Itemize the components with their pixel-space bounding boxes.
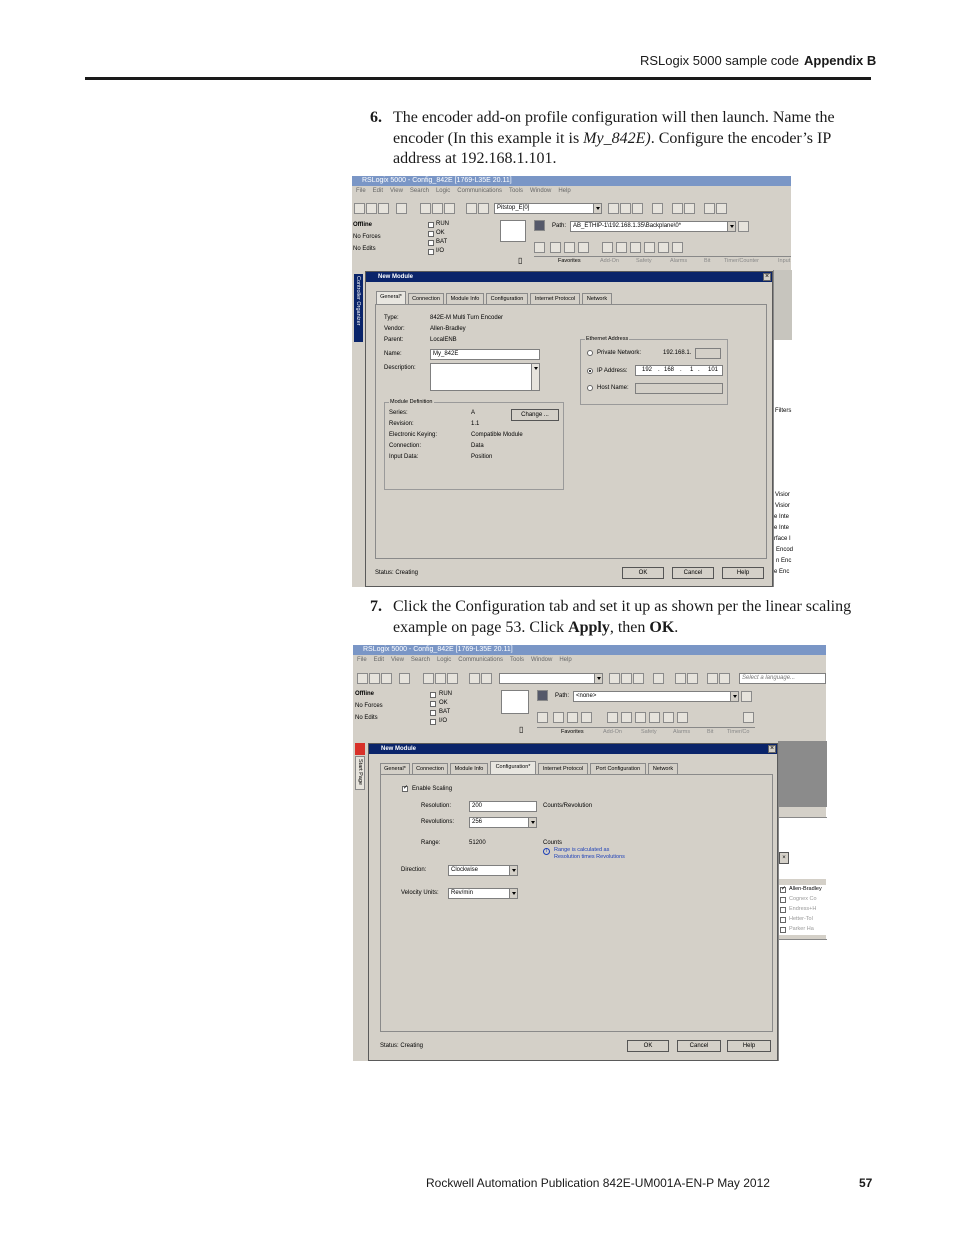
step-text-bold: Apply [568, 618, 610, 636]
direction-label: Direction: [401, 867, 427, 873]
chevron-down-icon[interactable] [593, 204, 601, 213]
palette-tab-addon[interactable]: Add-On [603, 729, 622, 735]
private-network-value: 192.168.1. [663, 350, 692, 356]
dialog-title: New Module [366, 272, 772, 282]
revolutions-value: 256 [472, 819, 483, 825]
palette-tabs [537, 727, 755, 737]
ons-icon[interactable] [672, 242, 683, 253]
step-text-part: , then [609, 618, 650, 636]
ok-check [430, 701, 436, 707]
menu-logic[interactable]: Logic [436, 657, 452, 663]
routine-dropdown-value: Pitstop_E[0] [497, 205, 530, 211]
ok-check [428, 231, 434, 237]
find-icon[interactable] [672, 203, 683, 214]
right-panel-item: rface I [774, 536, 791, 542]
right-panel-item: Visior [775, 492, 790, 498]
palette-tab-timer[interactable]: Timer/Counter [724, 258, 759, 264]
branch-level-icon[interactable] [578, 242, 589, 253]
ons-icon[interactable] [677, 712, 688, 723]
vendor-item: Endress+H [789, 906, 817, 912]
vendor-list [779, 885, 827, 935]
start-page-icon[interactable] [355, 743, 365, 755]
zoom-out-icon[interactable] [716, 203, 727, 214]
keying-label: Electronic Keying: [389, 432, 438, 438]
ip-address-radio[interactable] [587, 368, 593, 374]
status-forces: No Forces [353, 234, 381, 240]
header-rule [85, 77, 871, 80]
close-icon[interactable]: × [769, 745, 775, 752]
bat-label: BAT [439, 709, 451, 715]
input-data-value: Position [471, 454, 493, 460]
resolution-unit: Counts/Revolution [543, 803, 593, 809]
description-label: Description: [384, 365, 416, 371]
who-active-icon[interactable] [738, 221, 749, 232]
verify-icon[interactable] [609, 673, 620, 684]
general-panel [375, 304, 767, 559]
right-panel-item: Visior [775, 503, 790, 509]
ip-octet-4: 101 [708, 367, 719, 373]
io-check [430, 719, 436, 725]
tab-network[interactable]: Network [648, 763, 678, 774]
module-definition-group [384, 399, 564, 490]
step-number: 6. [370, 109, 382, 126]
otu-icon[interactable] [663, 712, 674, 723]
run-check [430, 692, 436, 698]
find-next-icon[interactable] [684, 203, 695, 214]
vendor-check[interactable] [780, 927, 786, 933]
path-dropdown[interactable] [570, 221, 736, 232]
xic-icon[interactable] [602, 242, 613, 253]
resolution-input[interactable]: 200 [469, 801, 537, 812]
right-panel-lower [779, 939, 827, 1061]
zoom-in-icon[interactable] [707, 673, 718, 684]
menu-help[interactable]: Help [559, 657, 572, 663]
key-switch-icon [501, 690, 529, 714]
help-button[interactable]: Help [722, 567, 764, 579]
palette-tab-alarms[interactable]: Alarms [670, 258, 688, 264]
menu-file[interactable]: File [357, 657, 367, 663]
save-icon[interactable] [378, 203, 389, 214]
palette-tab-favorites[interactable]: Favorites [558, 258, 581, 264]
tab-module-info[interactable]: Module Info [446, 293, 484, 304]
ip-address-label: IP Address: [597, 368, 628, 374]
start-page-label: Start Page [357, 759, 363, 785]
browse-icon[interactable] [633, 673, 644, 684]
menu-edit[interactable]: Edit [373, 657, 385, 663]
chevron-down-icon[interactable] [509, 889, 517, 898]
io-check [428, 249, 434, 255]
series-value: A [471, 410, 476, 416]
window-title: RSLogix 5000 - Config_842E [1769-L35E 20.11] [352, 176, 791, 186]
print-icon[interactable] [396, 203, 407, 214]
screenshot-new-module-general [352, 176, 794, 587]
parent-value: LocalENB [430, 337, 457, 343]
keying-value: Compatible Module [471, 432, 523, 438]
enable-scaling-label: Enable Scaling [412, 786, 453, 792]
type-value: 842E-M Multi Turn Encoder [430, 315, 504, 321]
vendor-label: Vendor: [384, 326, 405, 332]
step-text-bold: OK [649, 618, 675, 636]
palette-right-icon[interactable] [743, 712, 754, 723]
type-label: Type: [384, 315, 399, 321]
branch-icon[interactable] [564, 242, 575, 253]
dialog-title: New Module [369, 744, 777, 754]
verify-icon[interactable] [608, 203, 619, 214]
step-text [393, 597, 860, 638]
ip-octet-1: 192 [642, 367, 653, 373]
info-icon: i [543, 848, 550, 855]
description-scrollbar[interactable] [531, 364, 539, 390]
revolutions-dropdown[interactable] [469, 817, 537, 828]
cancel-button[interactable]: Cancel [672, 567, 714, 579]
run-check [428, 222, 434, 228]
zoom-in-icon[interactable] [704, 203, 715, 214]
palette-tab-addon[interactable]: Add-On [600, 258, 619, 264]
routine-dropdown[interactable] [494, 203, 602, 214]
find-icon[interactable] [675, 673, 686, 684]
right-panel-item: n Enc [776, 558, 792, 564]
status-offline: Offline [355, 691, 374, 697]
redo-icon[interactable] [478, 203, 489, 214]
dialog-tabs [376, 293, 676, 304]
otl-icon[interactable] [644, 242, 655, 253]
direction-value: Clockwise [451, 867, 479, 873]
menu-help[interactable]: Help [558, 188, 571, 194]
revision-label: Revision: [389, 421, 414, 427]
tab-network[interactable]: Network [582, 293, 612, 304]
ip-octet-3: 1 [690, 367, 694, 373]
module-definition-title: Module Definition [390, 399, 433, 405]
vendor-check[interactable] [780, 887, 786, 893]
ethernet-address-title: Ethernet Address [586, 336, 629, 342]
footer-publication: Rockwell Automation Publication 842E-UM001A-EN-P May 2012 [426, 1176, 770, 1190]
dialog-tabs [380, 763, 710, 774]
velocity-units-dropdown[interactable] [448, 888, 518, 899]
io-label: I/O [436, 248, 445, 254]
running-header-appendix: Appendix B [804, 53, 877, 68]
dialog-status: Status: Creating [375, 570, 419, 576]
menu-edit[interactable]: Edit [372, 188, 384, 194]
resolution-label: Resolution: [421, 803, 452, 809]
tab-module-info[interactable]: Module Info [450, 763, 488, 774]
configuration-panel [380, 774, 773, 1032]
revision-value: 1.1 [471, 421, 480, 427]
cut-icon[interactable] [420, 203, 431, 214]
xio-icon[interactable] [621, 712, 632, 723]
palette-left-icon[interactable] [537, 712, 548, 723]
close-icon[interactable]: × [764, 273, 770, 280]
ip-address-input[interactable] [635, 365, 723, 376]
right-panel-item: e Inte [774, 514, 790, 520]
revolutions-label: Revolutions: [421, 819, 455, 825]
palette-tab-timer[interactable]: Timer/Co [727, 729, 750, 735]
bat-label: BAT [436, 239, 448, 245]
key-switch-icon [500, 220, 526, 242]
menu-search[interactable]: Search [409, 188, 429, 194]
undo-icon[interactable] [469, 673, 480, 684]
host-name-radio[interactable] [587, 385, 593, 391]
status-offline: Offline [353, 222, 372, 228]
vendor-check[interactable] [780, 907, 786, 913]
chevron-down-icon[interactable] [528, 818, 536, 827]
menu-view[interactable]: View [391, 657, 404, 663]
print-icon[interactable] [399, 673, 410, 684]
properties-icon[interactable] [653, 673, 664, 684]
palette-tab-bit[interactable]: Bit [704, 258, 711, 264]
menu-communications[interactable]: Communications [458, 657, 503, 663]
menu-bar [352, 186, 791, 196]
name-input[interactable]: My_842E [430, 349, 540, 360]
io-label: I/O [439, 718, 448, 724]
paste-icon[interactable] [444, 203, 455, 214]
branch-level-icon[interactable] [581, 712, 592, 723]
screenshot-new-module-configuration [353, 645, 826, 1061]
right-panel-item: Encod [776, 547, 794, 553]
path-label: Path: [552, 223, 567, 229]
palette-tab-alarms[interactable]: Alarms [673, 729, 691, 735]
zoom-out-icon[interactable] [719, 673, 730, 684]
status-edits: No Edits [353, 246, 376, 252]
cross-ref-icon[interactable] [620, 203, 631, 214]
description-input[interactable] [430, 363, 540, 391]
tab-internet-protocol[interactable]: Internet Protocol [530, 293, 580, 304]
right-panel-item: e Enc [774, 569, 790, 575]
palette-tab-safety[interactable]: Safety [636, 258, 652, 264]
open-icon[interactable] [366, 203, 377, 214]
pin-icon: ▯ [519, 725, 524, 734]
find-next-icon[interactable] [687, 673, 698, 684]
right-panel-header [774, 270, 792, 340]
new-icon[interactable] [357, 673, 368, 684]
window-title: RSLogix 5000 - Config_842E [1769-L35E 20.11] [353, 645, 826, 655]
tab-configuration[interactable]: Configuration* [490, 761, 536, 774]
path-dropdown[interactable] [573, 691, 739, 702]
ok-label: OK [436, 230, 445, 236]
right-panel-filters[interactable]: Filters [775, 408, 792, 414]
step-text [393, 108, 860, 170]
network-icon[interactable] [537, 690, 548, 701]
controller-organizer-label: Controller Organizer [355, 276, 361, 326]
cut-icon[interactable] [423, 673, 434, 684]
otu-icon[interactable] [658, 242, 669, 253]
ip-octet-2: 168 [664, 367, 675, 373]
series-label: Series: [389, 410, 408, 416]
right-panel [773, 270, 794, 587]
menu-view[interactable]: View [390, 188, 403, 194]
paste-icon[interactable] [447, 673, 458, 684]
routine-dropdown[interactable] [499, 673, 603, 684]
rung-icon[interactable] [553, 712, 564, 723]
help-button[interactable]: Help [727, 1040, 771, 1052]
step-text-part: The encoder add-on profile configuration will then launch. Name the encoder (In this example it is [393, 109, 835, 147]
rung-icon[interactable] [550, 242, 561, 253]
undo-icon[interactable] [466, 203, 477, 214]
new-icon[interactable] [354, 203, 365, 214]
tab-port-configuration[interactable]: Port Configuration [590, 763, 646, 774]
menu-tools[interactable]: Tools [509, 657, 524, 663]
step-text-part: . [674, 618, 679, 636]
chevron-down-icon[interactable] [509, 866, 517, 875]
velocity-units-label: Velocity Units: [401, 890, 439, 896]
palette-tabs [534, 256, 791, 266]
palette-tab-input[interactable]: Input [778, 258, 791, 264]
pin-icon: ▯ [518, 256, 523, 265]
enable-scaling-check[interactable] [402, 786, 408, 792]
menu-bar [353, 655, 826, 665]
vendor-item: Allen-Bradley [789, 886, 822, 892]
ote-icon[interactable] [635, 712, 646, 723]
new-module-dialog [365, 271, 773, 587]
start-page-tab[interactable] [355, 756, 365, 790]
tab-configuration[interactable]: Configuration [486, 293, 528, 304]
language-select[interactable]: Select a language... [739, 673, 826, 684]
step-6 [370, 108, 860, 170]
range-label: Range: [421, 840, 441, 846]
range-note-line2: Resolution times Revolutions [554, 854, 625, 860]
chevron-down-icon[interactable] [727, 222, 735, 231]
range-value: 51200 [469, 840, 486, 846]
controller-organizer-tab[interactable] [354, 274, 363, 342]
ok-label: OK [439, 700, 448, 706]
palette-tab-bit[interactable]: Bit [707, 729, 714, 735]
cross-ref-icon[interactable] [621, 673, 632, 684]
menu-window[interactable]: Window [530, 657, 553, 663]
ok-button[interactable]: OK [627, 1040, 669, 1052]
right-panel-item: e Inte [774, 525, 790, 531]
path-value: <none> [576, 693, 597, 699]
step-text-part: Click the Configuration tab and set it up as shown per the linear scaling example on page 53. Click [393, 598, 852, 636]
ip-dot: . [698, 367, 700, 373]
range-note-line1: Range is calculated as [554, 847, 610, 853]
properties-icon[interactable] [652, 203, 663, 214]
menu-logic[interactable]: Logic [435, 188, 451, 194]
xic-icon[interactable] [607, 712, 618, 723]
step-7 [370, 597, 860, 638]
status-forces: No Forces [355, 703, 383, 709]
right-panel-filter-area [779, 817, 827, 879]
palette-left-icon[interactable] [534, 242, 545, 253]
step-number: 7. [370, 598, 382, 615]
private-network-label: Private Network: [597, 350, 642, 356]
ip-dot: . [680, 367, 682, 373]
host-name-label: Host Name: [597, 385, 629, 391]
palette-tab-favorites[interactable]: Favorites [561, 729, 584, 735]
vendor-item: Parker Ha [789, 926, 814, 932]
running-header-section: RSLogix 5000 sample code [640, 53, 799, 68]
menu-file[interactable]: File [356, 188, 366, 194]
private-network-radio[interactable] [587, 350, 593, 356]
clear-filter-button[interactable]: × [779, 852, 789, 864]
palette-tab-safety[interactable]: Safety [641, 729, 657, 735]
private-network-stepper[interactable] [695, 348, 721, 359]
input-data-label: Input Data: [389, 454, 419, 460]
browse-icon[interactable] [632, 203, 643, 214]
chevron-down-icon[interactable] [730, 692, 738, 701]
open-icon[interactable] [369, 673, 380, 684]
menu-search[interactable]: Search [410, 657, 430, 663]
toolbar [354, 203, 789, 215]
tab-connection[interactable]: Connection [408, 293, 444, 304]
tab-connection[interactable]: Connection [412, 763, 448, 774]
direction-dropdown[interactable] [448, 865, 518, 876]
step-text-part: . Configure the encoder’s IP address at 192.168.1.101. [393, 129, 831, 167]
vendor-item: Cognex Co [789, 896, 817, 902]
tab-general[interactable]: General* [376, 291, 406, 304]
chevron-down-icon[interactable] [594, 674, 602, 683]
parent-label: Parent: [384, 337, 404, 343]
name-label: Name: [384, 351, 402, 357]
copy-icon[interactable] [435, 673, 446, 684]
redo-icon[interactable] [481, 673, 492, 684]
toolbar [357, 673, 826, 685]
host-name-input[interactable] [635, 383, 723, 394]
xio-icon[interactable] [616, 242, 627, 253]
ote-icon[interactable] [630, 242, 641, 253]
path-label: Path: [555, 693, 570, 699]
vendor-value: Allen-Bradley [430, 326, 466, 332]
ok-button[interactable]: OK [622, 567, 664, 579]
velocity-units-value: Rev/min [451, 890, 474, 896]
new-module-dialog [368, 743, 778, 1061]
bat-check [428, 240, 434, 246]
save-icon[interactable] [381, 673, 392, 684]
network-icon[interactable] [534, 220, 545, 231]
connection-label: Connection: [389, 443, 422, 449]
path-value: AB_ETHIP-1\192.168.1.35\Backplane\0* [573, 223, 682, 229]
vendor-check[interactable] [780, 917, 786, 923]
step-text-italic: My_842E) [583, 129, 651, 147]
otl-icon[interactable] [649, 712, 660, 723]
change-button[interactable]: Change ... [511, 409, 559, 421]
tab-general[interactable]: General* [380, 763, 410, 774]
bat-check [430, 710, 436, 716]
branch-icon[interactable] [567, 712, 578, 723]
vendor-item: Hetter-Tol [789, 916, 813, 922]
menu-window[interactable]: Window [529, 188, 552, 194]
menu-communications[interactable]: Communications [457, 188, 502, 194]
run-label: RUN [439, 691, 452, 697]
vendor-check[interactable] [780, 897, 786, 903]
dialog-status: Status: Creating [380, 1043, 424, 1049]
right-panel-header [779, 741, 827, 807]
cancel-button[interactable]: Cancel [677, 1040, 721, 1052]
tab-internet-protocol[interactable]: Internet Protocol [538, 763, 588, 774]
ip-dot: . [658, 367, 660, 373]
who-active-icon[interactable] [741, 691, 752, 702]
range-unit: Counts [543, 840, 563, 846]
right-panel [778, 741, 826, 1061]
status-edits: No Edits [355, 715, 378, 721]
page-number: 57 [859, 1176, 873, 1190]
menu-tools[interactable]: Tools [508, 188, 523, 194]
copy-icon[interactable] [432, 203, 443, 214]
ethernet-address-group [580, 336, 728, 405]
run-label: RUN [436, 221, 449, 227]
connection-value: Data [471, 443, 484, 449]
